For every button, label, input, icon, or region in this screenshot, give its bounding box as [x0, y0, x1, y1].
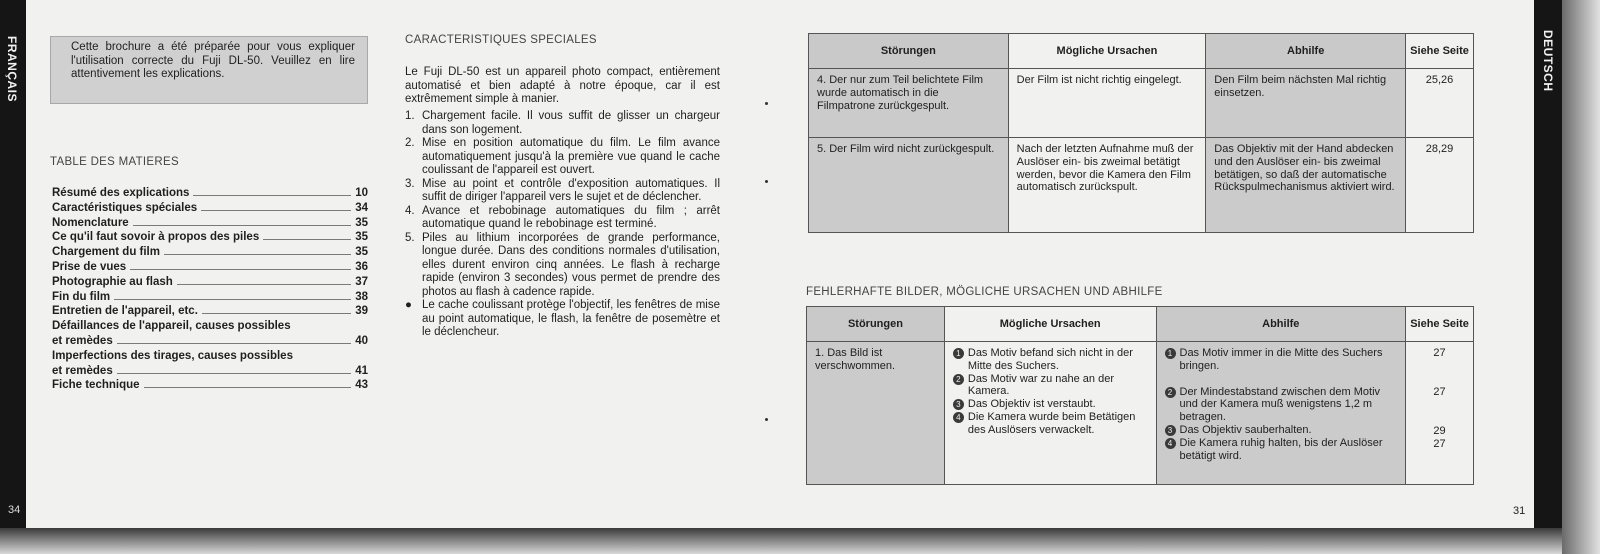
binding-hole-mark	[765, 418, 768, 421]
column-header: Störungen	[809, 34, 1009, 69]
toc-row: Photographie au flash 37	[52, 275, 368, 288]
list-item: 3 Das Objektiv sauberhalten.	[1165, 424, 1398, 437]
column-header: Abhilfe	[1156, 307, 1406, 342]
causes-cell	[944, 342, 1156, 485]
number-circle-icon: 2	[953, 374, 964, 385]
list-item: 2 Der Mindestabstand zwischen dem Motiv und der Kamera muß wenigstens 1,2 m betragen.	[1165, 386, 1398, 424]
list-item: 2. Mise en position automatique du film. Le film avance automatiquement jusqu'à la première vue quand le cache coulissant de l'appareil est ouvert.	[405, 137, 720, 176]
column-header: Störungen	[807, 307, 945, 342]
column-header: Mögliche Ursachen	[944, 307, 1156, 342]
page-number-right: 31	[1513, 505, 1526, 517]
toc-row: Résumé des explications 10	[52, 187, 368, 199]
table-header-row	[809, 34, 1474, 69]
page-number-left: 34	[8, 504, 21, 516]
toc-row: Fin du film 38	[52, 290, 368, 303]
toc-row: Caractéristiques spéciales 34	[52, 201, 368, 214]
list-item: 2 Das Motiv war zu nahe an der Kamera.	[953, 373, 1148, 399]
table-of-contents	[52, 186, 368, 393]
page-bottom-shadow	[0, 528, 1600, 554]
section-title: FEHLERHAFTE BILDER, MÖGLICHE URSACHEN UND ABHILFE	[806, 286, 1163, 298]
list-item: 3 Das Objektiv ist verstaubt.	[953, 398, 1148, 411]
number-circle-icon: 3	[953, 399, 964, 410]
column-header: Mögliche Ursachen	[1008, 34, 1206, 69]
number-circle-icon: 1	[953, 348, 964, 359]
toc-title: TABLE DES MATIERES	[50, 156, 179, 168]
table-header-row	[807, 307, 1474, 342]
list-item: ● Le cache coulissant protège l'objectif, les fenêtres de mise au point automatique, le flash, la fenêtre de posemètre et le déclencheur.	[405, 299, 720, 338]
binding-hole-mark	[765, 102, 768, 105]
column-header: Siehe Seite	[1406, 34, 1474, 69]
features-intro: Le Fuji DL-50 est un appareil photo compact, entièrement automatisé et bien adapté à notre époque, car il est extrêmement simple à manier.	[405, 66, 720, 105]
list-item: 5. Piles au lithium incorporées de grande performance, longue durée. Dans des conditions normales d'utilisation, elles durent environ cinq années. Le flash à recharge rapide (environ 3 secondes) vous permet de prendre des photos au flash à cadence rapide.	[405, 231, 720, 298]
toc-row: Ce qu'il faut sovoir à propos des piles 35	[52, 231, 368, 244]
toc-row: Entretien de l'appareil, etc. 39	[52, 305, 368, 318]
troubleshooting-table-pictures	[806, 306, 1474, 485]
page-ref-cell: 27 27 29 27	[1406, 342, 1474, 485]
number-circle-icon: 3	[1165, 425, 1176, 436]
page-right-shadow	[1562, 0, 1600, 554]
language-label-german: DEUTSCH	[1541, 30, 1555, 92]
binding-hole-mark	[765, 180, 768, 183]
table-row: 4. Der nur zum Teil belichtete Film wurde automatisch in die Filmpatrone zurückgespult. Der Film ist nicht richtig eingelegt. Den Film beim nächsten Mal richtig einsetzen. 25,26	[809, 69, 1474, 138]
number-circle-icon: 2	[1165, 387, 1176, 398]
list-item: 1. Chargement facile. Il vous suffit de glisser un chargeur dans son logement.	[405, 110, 720, 136]
table-row: 1. Das Bild ist verschwommen. 1 Das Motiv befand sich nicht in der Mitte des Suchers. 2 Das Motiv war zu nahe an der Kamera. 3 Das Objektiv ist verstaubt. 4 Die Kamera wurde beim Betätigen des Auslösers verwackelt. 1 Das Motiv immer in die Mitte des Suchers bringen. 2 Der Mindestabstand zwischen dem Motiv und der Kamera muß wenigstens 1,2 m betragen. 3 Das Objektiv sauberhalten. 4 Die Kamera ruhig halten, bis der Auslöser betätigt wird. 27 27 29 27	[807, 342, 1474, 485]
toc-row: Défaillances de l'appareil, causes possibles et remèdes 40	[52, 320, 368, 347]
list-item: 4 Die Kamera wurde beim Betätigen des Auslösers verwackelt.	[953, 411, 1148, 437]
number-circle-icon: 1	[1165, 348, 1176, 359]
features-title: CARACTERISTIQUES SPECIALES	[405, 34, 597, 46]
toc-row: Chargement du film 35	[52, 246, 368, 259]
features-list	[405, 110, 720, 340]
remedies-cell	[1156, 342, 1406, 485]
troubleshooting-table-camera	[808, 33, 1474, 233]
list-item: 4 Die Kamera ruhig halten, bis der Auslöser betätigt wird.	[1165, 437, 1398, 463]
toc-row: Prise de vues 36	[52, 260, 368, 273]
toc-row: Imperfections des tirages, causes possibles et remèdes 41	[52, 349, 368, 377]
list-item: 4. Avance et rebobinage automatiques du film ; arrêt automatique quand le rebobinage est terminé.	[405, 204, 720, 230]
list-item: 3. Mise au point et contrôle d'exposition automatiques. Il suffit de diriger l'appareil vers le sujet et de déclencher.	[405, 177, 720, 203]
table-row: 5. Der Film wird nicht zurückgespult. Nach der letzten Aufnahme muß der Auslöser ein- bis zweimal betätigt werden, bevor die Kamera den Film automatisch zurückspult. Das Objektiv mit der Hand abdecken und den Auslöser ein- bis zweimal betätigen, so daß der automatische Rückspulmechanismus aktiviert wird. 28,29	[809, 138, 1474, 233]
column-header: Siehe Seite	[1406, 307, 1474, 342]
column-header: Abhilfe	[1206, 34, 1406, 69]
toc-row: Nomenclature 35	[52, 216, 368, 229]
list-item: 1 Das Motiv befand sich nicht in der Mitte des Suchers.	[953, 347, 1148, 373]
intro-box: Cette brochure a été préparée pour vous expliquer l'utilisation correcte du Fuji DL-50. Veuillez en lire attentivement les explications.	[50, 36, 368, 104]
language-label-french: FRANÇAIS	[5, 36, 19, 102]
number-circle-icon: 4	[1165, 438, 1176, 449]
toc-row: Fiche technique 43	[52, 379, 368, 392]
number-circle-icon: 4	[953, 412, 964, 423]
list-item: 1 Das Motiv immer in die Mitte des Suchers bringen.	[1165, 347, 1398, 373]
